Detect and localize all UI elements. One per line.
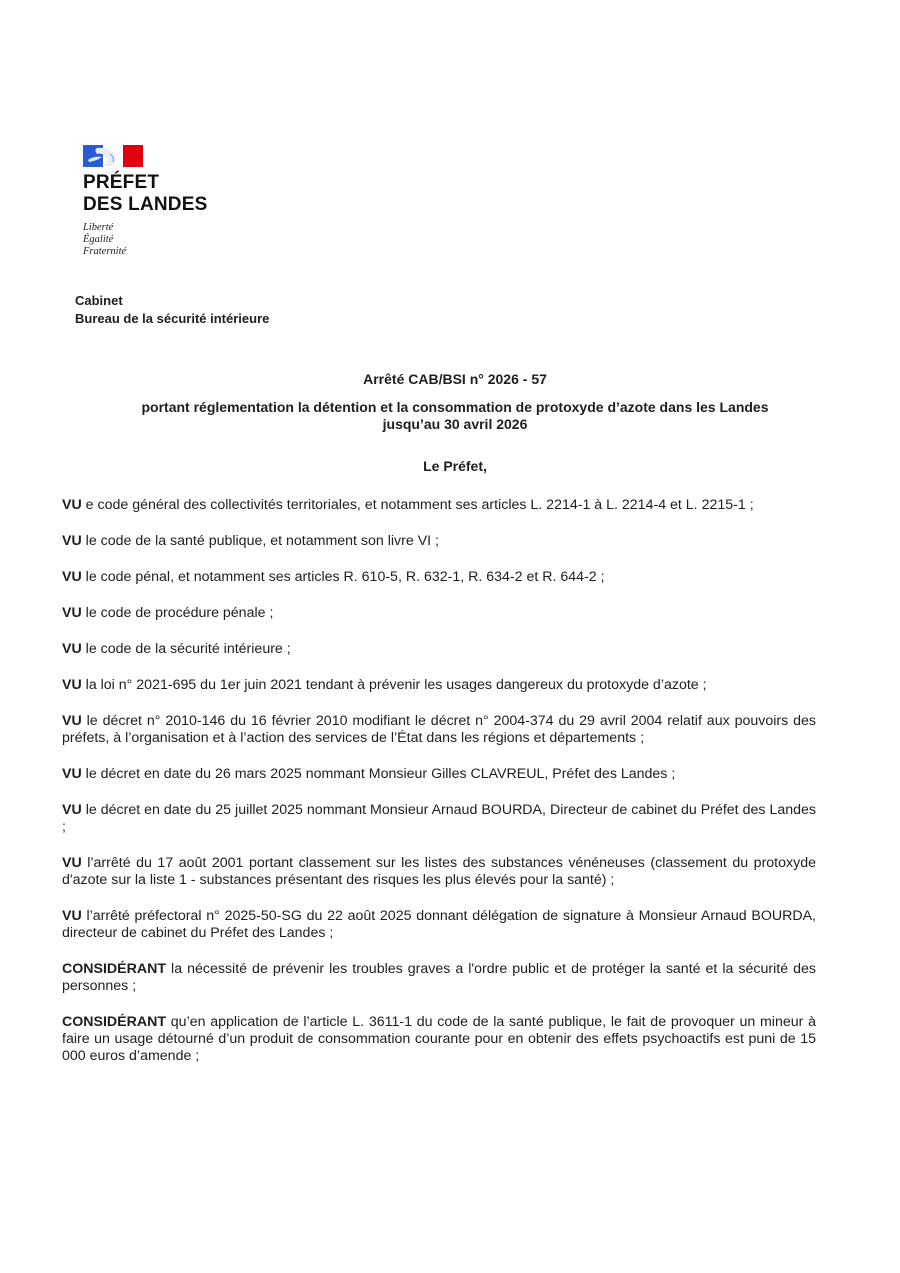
visa-paragraph <box>62 713 816 747</box>
visa-paragraph <box>62 605 816 622</box>
motto-egalite: Égalité <box>83 234 114 245</box>
paragraph-text: l’arrêté préfectoral n° 2025-50-SG du 22 août 2025 donnant délégation de signature à Monsieur Arnaud BOURDA, directeur de cabinet du Préfet des Landes ; <box>62 908 816 941</box>
service-line-bureau: Bureau de la sécurité intérieure <box>75 311 270 326</box>
considerant-paragraph <box>62 1014 816 1065</box>
issuer-heading: Le Préfet, <box>423 458 487 474</box>
visa-paragraph <box>62 641 816 658</box>
paragraph-text: le décret en date du 25 juillet 2025 nommant Monsieur Arnaud BOURDA, Directeur de cabinet du Préfet des Landes ; <box>62 802 816 835</box>
paragraph-keyword: VU <box>62 497 82 513</box>
paragraph-text: la loi n° 2021-695 du 1er juin 2021 tendant à prévenir les usages dangereux du protoxyde d’azote ; <box>81 677 707 693</box>
paragraph-keyword: VU <box>62 569 82 585</box>
visa-paragraph <box>62 855 816 889</box>
paragraph-keyword: VU <box>62 641 82 657</box>
arrete-subject-line2: jusqu’au 30 avril 2026 <box>382 416 528 432</box>
marianne-flag-icon <box>83 145 143 167</box>
paragraph-text: l’arrêté du 17 août 2001 portant classement sur les listes des substances vénéneuses (classement du protoxyde d'azote sur la liste 1 - substances présentant des risques les plus élevés pour la santé) ; <box>62 855 816 888</box>
paragraph-keyword: VU <box>62 802 82 818</box>
paragraph-keyword: VU <box>62 677 82 693</box>
service-line-cabinet: Cabinet <box>75 293 123 308</box>
visa-paragraph <box>62 677 816 694</box>
visa-paragraph <box>62 569 816 586</box>
issuing-service <box>75 292 269 328</box>
arrete-subject <box>60 399 850 433</box>
prefecture-logo <box>83 145 283 258</box>
visa-paragraph <box>62 533 816 550</box>
paragraph-text: le code pénal, et notamment ses articles R. 610-5, R. 632-1, R. 634-2 et R. 644-2 ; <box>81 569 605 585</box>
visa-paragraph <box>62 766 816 783</box>
paragraph-keyword: VU <box>62 908 82 924</box>
considerant-paragraph <box>62 961 816 995</box>
paragraph-text: le décret en date du 26 mars 2025 nommant Monsieur Gilles CLAVREUL, Préfet des Landes ; <box>81 766 676 782</box>
paragraph-keyword: VU <box>62 713 82 729</box>
paragraph-keyword: VU <box>62 766 82 782</box>
arrete-subject-line1: portant réglementation la détention et la consommation de protoxyde d’azote dans les Landes <box>141 399 769 415</box>
prefecture-title <box>83 172 283 216</box>
visa-paragraph <box>62 497 816 514</box>
motto-liberte: Liberté <box>83 222 114 233</box>
paragraph-text: qu’en application de l’article L. 3611-1 du code de la santé publique, le fait de provoquer un mineur à faire un usage détourné d’un produit de consommation courante pour en obtenir des effets psychoactifs est puni de 15 000 euros d’amende ; <box>62 1014 816 1064</box>
republic-motto <box>83 222 283 258</box>
paragraph-keyword: VU <box>62 855 82 871</box>
motto-fraternite: Fraternité <box>83 246 127 257</box>
paragraph-keyword: VU <box>62 533 82 549</box>
prefecture-title-line1: PRÉFET <box>83 172 160 193</box>
arrete-number: Arrêté CAB/BSI n° 2026 - 57 <box>363 371 547 387</box>
preamble <box>62 497 816 1084</box>
visa-paragraph <box>62 802 816 836</box>
paragraph-keyword: CONSIDÉRANT <box>62 1014 167 1030</box>
paragraph-keyword: CONSIDÉRANT <box>62 961 167 977</box>
paragraph-text: e code général des collectivités territoriales, et notamment ses articles L. 2214-1 à L. 2214-4 et L. 2215-1 ; <box>81 497 754 513</box>
visa-paragraph <box>62 908 816 942</box>
paragraph-text: le code de procédure pénale ; <box>81 605 274 621</box>
paragraph-text: le code de la sécurité intérieure ; <box>81 641 291 657</box>
paragraph-text: le code de la santé publique, et notamment son livre VI ; <box>81 533 439 549</box>
prefecture-title-line2: DES LANDES <box>83 194 208 215</box>
paragraph-keyword: VU <box>62 605 82 621</box>
paragraph-text: la nécessité de prévenir les troubles graves a l'ordre public et de protéger la santé et la sécurité des personnes ; <box>62 961 816 994</box>
paragraph-text: le décret n° 2010-146 du 16 février 2010 modifiant le décret n° 2004-374 du 29 avril 2004 relatif aux pouvoirs des préfets, à l’organisation et à l’action des services de l’État dans les régions et départements ; <box>62 713 816 746</box>
